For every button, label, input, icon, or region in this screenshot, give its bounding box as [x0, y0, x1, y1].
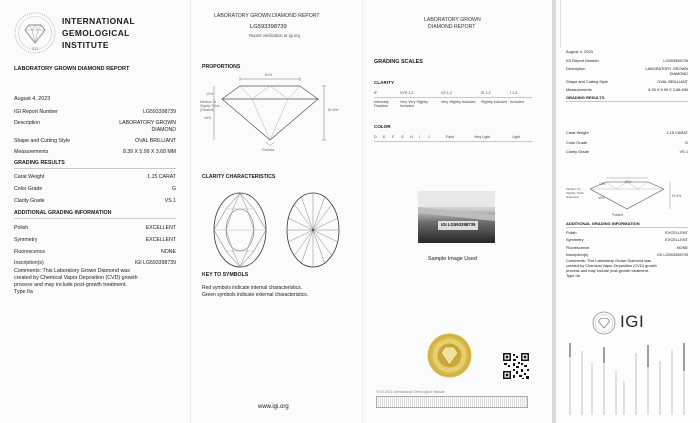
clarity-description: Internally Flawless: [374, 100, 389, 109]
field-value: LG593398739: [143, 109, 176, 115]
field-value: EXCELLENT: [145, 225, 176, 231]
comments-line: process and may include post-growth treatment.: [14, 282, 128, 288]
strip-crown-percent: 13%: [599, 182, 606, 186]
key-green-note: Green symbols indicate external characteristics.: [202, 292, 309, 298]
color-grade: D: [374, 135, 377, 139]
oval-plot-pavilion: [283, 190, 343, 270]
clarity-grade: I 1-3: [510, 91, 518, 95]
key-red-note: Red symbols indicate internal characteristics.: [202, 285, 303, 291]
strip-comments-line: Type IIa: [566, 273, 580, 278]
field-value: LABORATORY GROWN: [119, 120, 176, 126]
clarity-grade: IF: [374, 91, 378, 95]
clarity-scale-label: CLARITY: [374, 80, 394, 85]
additional-info-heading: ADDITIONAL GRADING INFORMATION: [14, 210, 112, 216]
sample-laser-inscription-photo: [418, 191, 495, 243]
field-value: IGI LG593398739: [134, 260, 176, 266]
crown-percent: 13%: [206, 92, 214, 96]
field-value: OVAL BRILLIANT: [657, 79, 688, 84]
color-description: Very Light: [474, 135, 490, 139]
strip-comments-line: Comments: This Laboratory Grown Diamond was: [566, 258, 652, 263]
copyright-notice: © IGI 2021 International Gemological Institute: [376, 390, 445, 394]
org-name-line2: GEMOLOGICAL: [62, 28, 130, 38]
field-value: LABORATORY GROWN: [645, 66, 688, 71]
strip-date: August 4, 2023: [566, 49, 593, 54]
field-value: VS 1: [164, 198, 176, 204]
divider: [14, 168, 176, 169]
right-header-line1: LABORATORY GROWN: [424, 17, 481, 23]
color-grade: G: [401, 135, 404, 139]
field-label: IGI Report Number: [566, 58, 599, 63]
key-to-symbols-title: KEY TO SYMBOLS: [202, 272, 249, 278]
field-value: G: [171, 186, 176, 192]
proportions-title: PROPORTIONS: [202, 64, 241, 70]
report-date: August 4, 2023: [14, 96, 51, 102]
divider: [374, 97, 532, 98]
website-link[interactable]: www.igi.org: [258, 404, 289, 410]
org-name-line1: INTERNATIONAL: [62, 16, 135, 26]
field-value: 1.15 CARAT: [147, 174, 176, 180]
field-label: Carat Weight: [566, 130, 589, 135]
gold-hologram-seal: [427, 333, 472, 378]
field-label: Description: [14, 120, 40, 126]
field-value: LG593398739: [663, 58, 688, 63]
sample-image-caption: Sample Image Used: [428, 256, 477, 262]
svg-text:IGI: IGI: [32, 46, 38, 51]
strip-table-percent: 61%: [625, 180, 632, 184]
clarity-description: Very Very Slightly Included: [400, 100, 428, 109]
grading-results-heading: GRADING RESULTS: [14, 160, 65, 166]
strip-grading-heading: GRADING RESULTS: [566, 95, 605, 100]
grading-scales-title: GRADING SCALES: [374, 59, 423, 65]
middle-report-number: LG593398739: [250, 24, 287, 30]
strip-comments-line: process and may include post-growth treatment.: [566, 268, 650, 273]
qr-code[interactable]: [502, 352, 530, 380]
color-grade: J: [428, 135, 430, 139]
verification-note: Report verification at igi.org: [249, 33, 300, 38]
field-value: DIAMOND: [669, 71, 688, 76]
field-label: Color Grade: [14, 186, 43, 192]
field-label: Polish: [566, 230, 577, 235]
column-separator: [362, 0, 363, 423]
igi-seal-logo: [14, 12, 56, 54]
color-grade: H: [410, 135, 413, 139]
report-title: LABORATORY GROWN DIAMOND REPORT: [14, 66, 130, 72]
field-label: Polish: [14, 225, 29, 231]
field-label: Clarity Grade: [14, 198, 45, 204]
clarity-description: Very Slightly Included: [441, 100, 476, 104]
color-scale-label: COLOR: [374, 124, 391, 129]
color-description: Light: [512, 135, 520, 139]
divider: [566, 227, 688, 228]
color-grade: F: [392, 135, 395, 139]
field-label: Inscription(s): [14, 260, 44, 266]
field-label: Clarity Grade: [566, 149, 589, 154]
field-label: Measurements: [566, 87, 592, 92]
photo-inscription-text: IGI LG593398739: [441, 222, 476, 227]
strip-comments-line: created by Chemical Vapor Deposition (CVD) growth: [566, 263, 657, 268]
org-name-line3: INSTITUTE: [62, 40, 109, 50]
strip-depth-percent: 61.5%: [672, 194, 682, 198]
field-value: OVAL BRILLIANT: [135, 138, 176, 144]
field-value: 8.39 X 5.99 X 3.68 MM: [122, 149, 176, 155]
field-value: DIAMOND: [151, 127, 176, 133]
divider: [14, 218, 176, 219]
field-label: Symmetry: [566, 237, 584, 242]
strip-igi-logo-text: IGI: [620, 312, 645, 331]
field-value: VS 1: [679, 149, 688, 154]
field-value: EXCELLENT: [665, 237, 688, 242]
clarity-grade: VS 1-2: [441, 91, 452, 95]
oval-plot-crown: [210, 190, 270, 270]
strip-additional-heading: ADDITIONAL GRADING INFORMATION: [566, 221, 640, 226]
field-value: NONE: [161, 249, 176, 255]
field-value: IGI LG593398739: [657, 252, 688, 257]
field-label: Fluorescence: [14, 249, 46, 255]
strip-girdle: Medium To Slightly Thick (Faceted): [566, 187, 584, 199]
color-description: Faint: [446, 135, 454, 139]
pavilion-percent: 44%: [204, 116, 212, 120]
field-label: Inscription(s): [566, 252, 589, 257]
field-label: Fluorescence: [566, 245, 590, 250]
field-label: Shape and Cutting Style: [14, 138, 70, 144]
field-label: Color Grade: [566, 140, 588, 145]
middle-header: LABORATORY GROWN DIAMOND REPORT: [214, 13, 320, 19]
field-label: Carat Weight: [14, 174, 45, 180]
security-barcode-strip: [376, 396, 528, 408]
strip-rotated-summary: [562, 341, 692, 417]
field-value: 1.15 CARAT: [666, 130, 688, 135]
field-label: Shape and Cutting Style: [566, 79, 608, 84]
table-percent: 61%: [265, 73, 273, 77]
field-label: Description: [566, 66, 586, 71]
field-label: Measurements: [14, 149, 49, 155]
color-grade: E: [383, 135, 386, 139]
divider: [566, 101, 688, 102]
comments-line: created by Chemical Vapor Deposition (CVD) growth: [14, 275, 138, 281]
strip-igi-seal-icon: [592, 311, 616, 335]
field-value: 8.39 X 5.99 X 3.68 MM: [648, 87, 688, 92]
comments-line: Comments: This Laboratory Grown Diamond was: [14, 268, 130, 274]
clarity-characteristics-title: CLARITY CHARACTERISTICS: [202, 174, 276, 180]
comments-line: Type IIa: [14, 289, 33, 295]
depth-percent: 61.5%: [328, 108, 339, 112]
right-header-line2: DIAMOND REPORT: [428, 24, 476, 30]
field-label: Symmetry: [14, 237, 38, 243]
divider: [560, 0, 561, 48]
field-value: EXCELLENT: [145, 237, 176, 243]
field-value: NONE: [676, 245, 688, 250]
girdle-description: Medium To Slightly Thick (Faceted): [200, 100, 220, 113]
column-separator: [190, 0, 191, 423]
clarity-description: Slightly Included: [481, 100, 508, 104]
culet-label: Pointed: [262, 148, 275, 152]
field-value: G: [684, 140, 688, 145]
field-value: EXCELLENT: [665, 230, 688, 235]
clarity-description: Included: [510, 100, 524, 104]
clarity-grade: VVS 1-2: [400, 91, 414, 95]
clarity-grade: SI 1-2: [481, 91, 491, 95]
divider: [374, 141, 532, 142]
field-label: IGI Report Number: [14, 109, 58, 115]
color-grade: I: [419, 135, 420, 139]
strip-culet: Pointed: [612, 213, 623, 217]
strip-pavilion-percent: 44%: [598, 196, 605, 200]
